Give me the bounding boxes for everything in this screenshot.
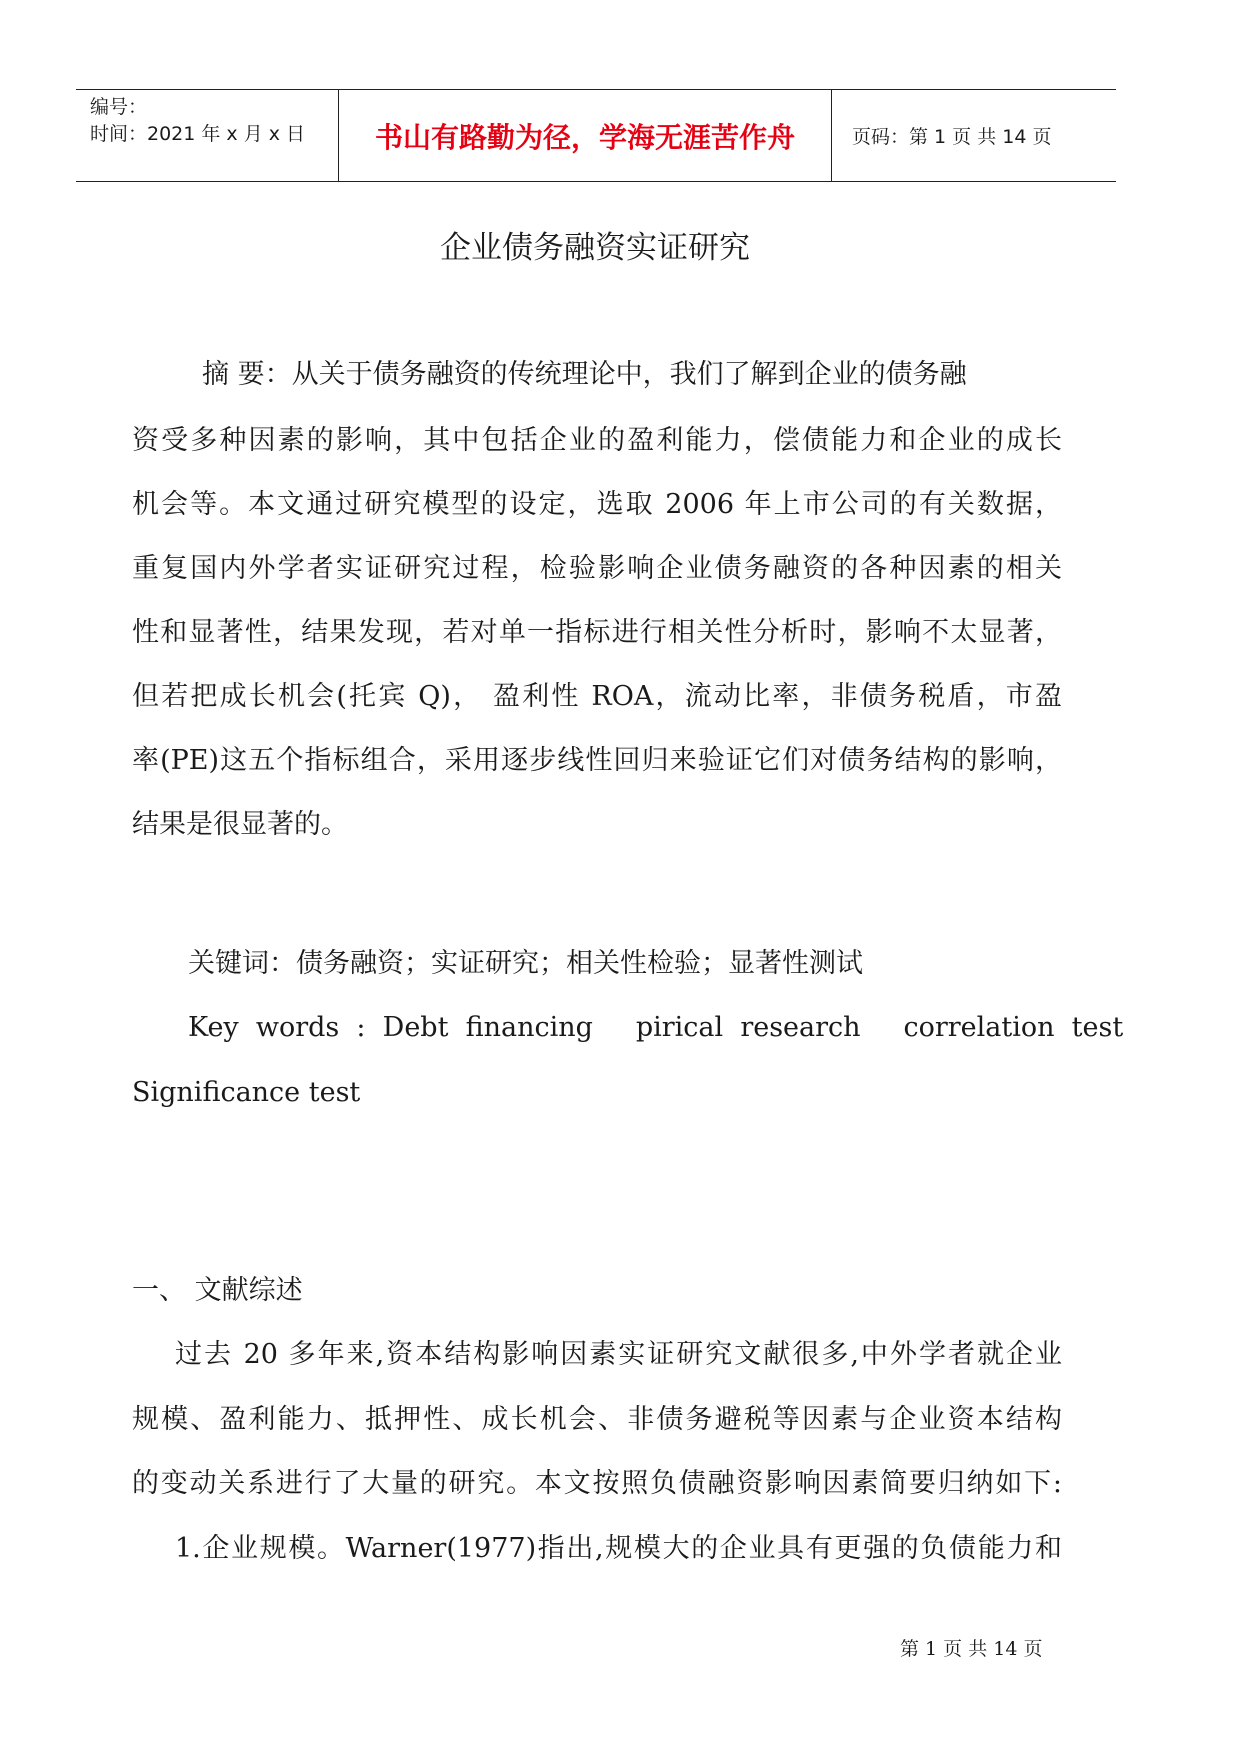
section-heading: 一、 文献综述 bbox=[132, 1275, 303, 1306]
body-line: 规模、盈利能力、抵押性、成长机会、非债务避税等因素与企业资本结构 bbox=[132, 1404, 1062, 1435]
page-header bbox=[76, 89, 1116, 182]
keywords-chinese: 关键词：债务融资；实证研究；相关性检验；显著性测试 bbox=[188, 948, 863, 979]
document-date-label: 时间：2021 年 x 月 x 日 bbox=[90, 123, 306, 145]
header-page-number: 页码：第 1 页 共 14 页 bbox=[852, 126, 1052, 148]
abstract-line: 但若把成长机会(托宾 Q)， 盈利性 ROA，流动比率，非债务税盾，市盈 bbox=[132, 681, 1062, 712]
body-line: 过去 20 多年来,资本结构影响因素实证研究文献很多,中外学者就企业 bbox=[175, 1339, 1062, 1370]
abstract-line: 摘 要：从关于债务融资的传统理论中，我们了解到企业的债务融 bbox=[202, 359, 967, 390]
keywords-english-continued: Significance test bbox=[132, 1077, 361, 1108]
abstract-line: 资受多种因素的影响，其中包括企业的盈利能力，偿债能力和企业的成长 bbox=[132, 425, 1062, 456]
document-title: 企业债务融资实证研究 bbox=[440, 230, 750, 266]
keywords-english: Key words : Debt financing pirical research correlation test bbox=[188, 1012, 1124, 1043]
document-number-label: 编号： bbox=[90, 96, 148, 118]
body-line: 的变动关系进行了大量的研究。本文按照负债融资影响因素简要归纳如下: bbox=[132, 1468, 1062, 1499]
abstract-line: 结果是很显著的。 bbox=[132, 809, 348, 840]
page-footer: 第 1 页 共 14 页 bbox=[900, 1638, 1043, 1660]
abstract-line: 机会等。本文通过研究模型的设定，选取 2006 年上市公司的有关数据， bbox=[132, 489, 1062, 520]
abstract-line: 率(PE)这五个指标组合，采用逐步线性回归来验证它们对债务结构的影响， bbox=[132, 745, 1062, 776]
header-motto: 书山有路勤为径，学海无涯苦作舟 bbox=[339, 90, 832, 181]
abstract-line: 重复国内外学者实证研究过程，检验影响企业债务融资的各种因素的相关 bbox=[132, 553, 1062, 584]
body-line: 1.企业规模。Warner(1977)指出,规模大的企业具有更强的负债能力和 bbox=[175, 1533, 1062, 1564]
header-meta bbox=[76, 90, 339, 181]
abstract-line: 性和显著性，结果发现，若对单一指标进行相关性分析时，影响不太显著， bbox=[132, 617, 1062, 648]
